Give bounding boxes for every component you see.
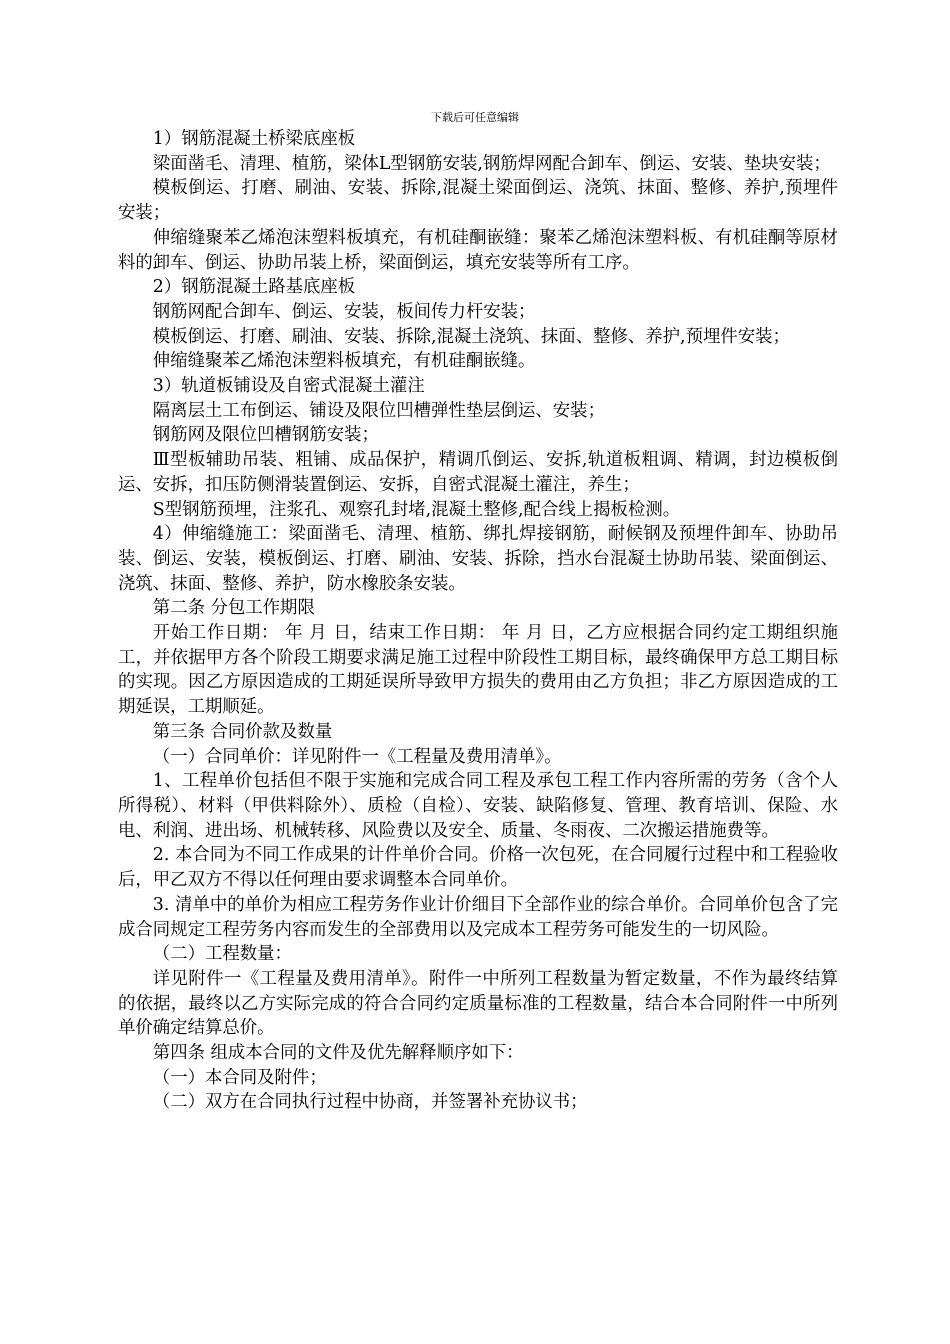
contract-body bbox=[118, 127, 838, 1115]
paragraph: 4）伸缩缝施工：梁面凿毛、清理、植筋、绑扎焊接钢筋，耐候钢及预埋件卸车、协助吊装、倒运、安装，模板倒运、打磨、刷油、安装、拆除，挡水台混凝土协助吊装、梁面倒运、浇筑、抹面、整修、养护，防水橡胶条安装。 bbox=[118, 524, 838, 594]
paragraph: 1、工程单价包括但不限于实施和完成合同工程及承包工程工作内容所需的劳务（含个人所得税）、材料（甲供料除外）、质检（自检）、安装、缺陷修复、管理、教育培训、保险、水电、利润、进出场、机械转移、风险费以及安全、质量、冬雨夜、二次搬运措施费等。 bbox=[118, 771, 838, 841]
paragraph: 3. 清单中的单价为相应工程劳务作业计价细目下全部作业的综合单价。合同单价包含了完成合同规定工程劳务内容而发生的全部费用以及完成本工程劳务可能发生的一切风险。 bbox=[118, 894, 838, 940]
section-heading: 第三条 合同价款及数量 bbox=[152, 721, 333, 742]
paragraph: S型钢筋预埋，注浆孔、观察孔封堵,混凝土整修,配合线上揭板检测。 bbox=[152, 499, 681, 520]
paragraph: （一）合同单价：详见附件一《工程量及费用清单》。 bbox=[152, 746, 562, 767]
paragraph: （二）双方在合同执行过程中协商，并签署补充协议书； bbox=[152, 1092, 588, 1113]
page-header: 下载后可任意编辑 bbox=[431, 111, 519, 124]
paragraph: 2）钢筋混凝土路基底座板 bbox=[152, 277, 356, 298]
section-heading: 第二条 分包工作期限 bbox=[152, 598, 315, 619]
paragraph: （二）工程数量： bbox=[152, 944, 292, 965]
paragraph: 1）钢筋混凝土桥梁底座板 bbox=[152, 129, 356, 149]
paragraph: 钢筋网及限位凹槽钢筋安装； bbox=[152, 425, 379, 446]
paragraph: Ⅲ型板辅助吊装、粗铺、成品保护，精调爪倒运、安拆,轨道板粗调、精调，封边模板倒运、安拆，扣压防侧滑装置倒运、安拆，自密式混凝土灌注，养生； bbox=[118, 450, 838, 495]
paragraph: 详见附件一《工程量及费用清单》。附件一中所列工程数量为暂定数量，不作为最终结算的依据，最终以乙方实际完成的符合合同约定质量标准的工程数量，结合本合同附件一中所列单价确定结算总价。 bbox=[118, 968, 838, 1039]
paragraph: 2. 本合同为不同工作成果的计件单价合同。价格一次包死，在合同履行过程中和工程验收后，甲乙双方不得以任何理由要求调整本合同单价。 bbox=[118, 845, 838, 891]
paragraph: 模板倒运、打磨、刷油、安装、拆除,混凝土浇筑、抹面、整修、养护,预埋件安装； bbox=[152, 326, 790, 347]
paragraph: （一）本合同及附件； bbox=[152, 1067, 327, 1088]
paragraph: 模板倒运、打磨、刷油、安装、拆除,混凝土梁面倒运、浇筑、抹面、整修、养护,预埋件安装； bbox=[118, 178, 838, 224]
section-heading: 第四条 组成本合同的文件及优先解释顺序如下： bbox=[152, 1043, 524, 1064]
paragraph: 伸缩缝聚苯乙烯泡沫塑料板填充，有机硅酮嵌缝：聚苯乙烯泡沫塑料板、有机硅酮等原材料的卸车、倒运、协助吊装上桥，梁面倒运，填充安装等所有工序。 bbox=[118, 227, 838, 273]
paragraph: 隔离层土工布倒运、铺设及限位凹槽弹性垫层倒运、安装； bbox=[152, 400, 605, 421]
paragraph: 3）轨道板铺设及自密式混凝土灌注 bbox=[152, 376, 425, 397]
paragraph: 梁面凿毛、清理、植筋，梁体L型钢筋安装,钢筋焊网配合卸车、倒运、安装、垫块安装； bbox=[152, 153, 831, 174]
paragraph: 伸缩缝聚苯乙烯泡沫塑料板填充，有机硅酮嵌缝。 bbox=[152, 351, 536, 372]
paragraph: 钢筋网配合卸车、倒运、安装，板间传力杆安装； bbox=[152, 301, 536, 322]
paragraph: 开始工作日期： 年 月 日，结束工作日期： 年 月 日，乙方应根据合同约定工期组织施工，并依据甲方各个阶段工期要求满足施工过程中阶段性工期目标，最终确保甲方总工期目标的实现。因乙方原因造成的工期延误所导致甲方损失的费用由乙方负担；非乙方原因造成的工期延误，工期顺延。 bbox=[118, 623, 838, 718]
